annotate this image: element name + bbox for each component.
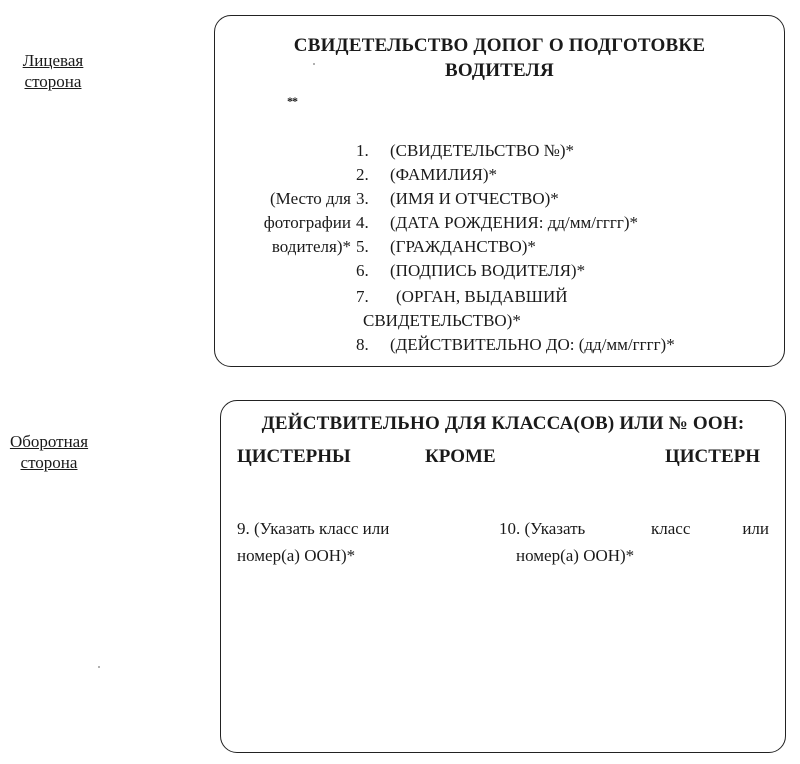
front-item-3: 3. (ИМЯ И ОТЧЕСТВО)* (356, 189, 559, 208)
front-side-label: Лицевая сторона (22, 51, 84, 91)
front-item-6: 6. (ПОДПИСЬ ВОДИТЕЛЯ)* (356, 261, 586, 280)
front-item-7-cont: СВИДЕТЕЛЬСТВО)* (363, 311, 521, 330)
col-tank: ЦИСТЕРН (665, 446, 761, 467)
front-item-8: 8. (ДЕЙСТВИТЕЛЬНО ДО: (дд/мм/гггг)* (356, 335, 675, 354)
front-item-7: 7. (ОРГАН, ВЫДАВШИЙ (356, 287, 568, 306)
col-tanks: ЦИСТЕРНЫ (237, 446, 351, 467)
field-9: 9. (Указать класс или номер(а) ООН)* (237, 519, 390, 565)
front-title-line1: СВИДЕТЕЛЬСТВО ДОПОГ О ПОДГОТОВКЕ (293, 35, 706, 56)
scan-speck (98, 666, 100, 668)
front-item-4: 4. (ДАТА РОЖДЕНИЯ: дд/мм/гггг)* (356, 213, 639, 232)
scan-speck (313, 63, 315, 65)
photo-placeholder: (Место для фотографии водителя)* (263, 189, 351, 256)
front-item-1: 1. (СВИДЕТЕЛЬСТВО №)* (356, 141, 574, 160)
front-card (214, 15, 785, 367)
field-10: 10. (Указать класс или номер(а) ООН)* (499, 519, 769, 565)
front-stars: ** (287, 94, 297, 108)
back-title: ДЕЙСТВИТЕЛЬНО ДЛЯ КЛАССА(ОВ) ИЛИ № ООН: (261, 413, 745, 434)
back-card (220, 400, 786, 753)
front-item-2: 2. (ФАМИЛИЯ)* (356, 165, 497, 184)
front-item-5: 5. (ГРАЖДАНСТВО)* (356, 237, 536, 256)
back-side-label: Оборотная сторона (9, 432, 89, 472)
col-except: КРОМЕ (425, 446, 496, 467)
front-title-line2: ВОДИТЕЛЯ (445, 60, 554, 81)
